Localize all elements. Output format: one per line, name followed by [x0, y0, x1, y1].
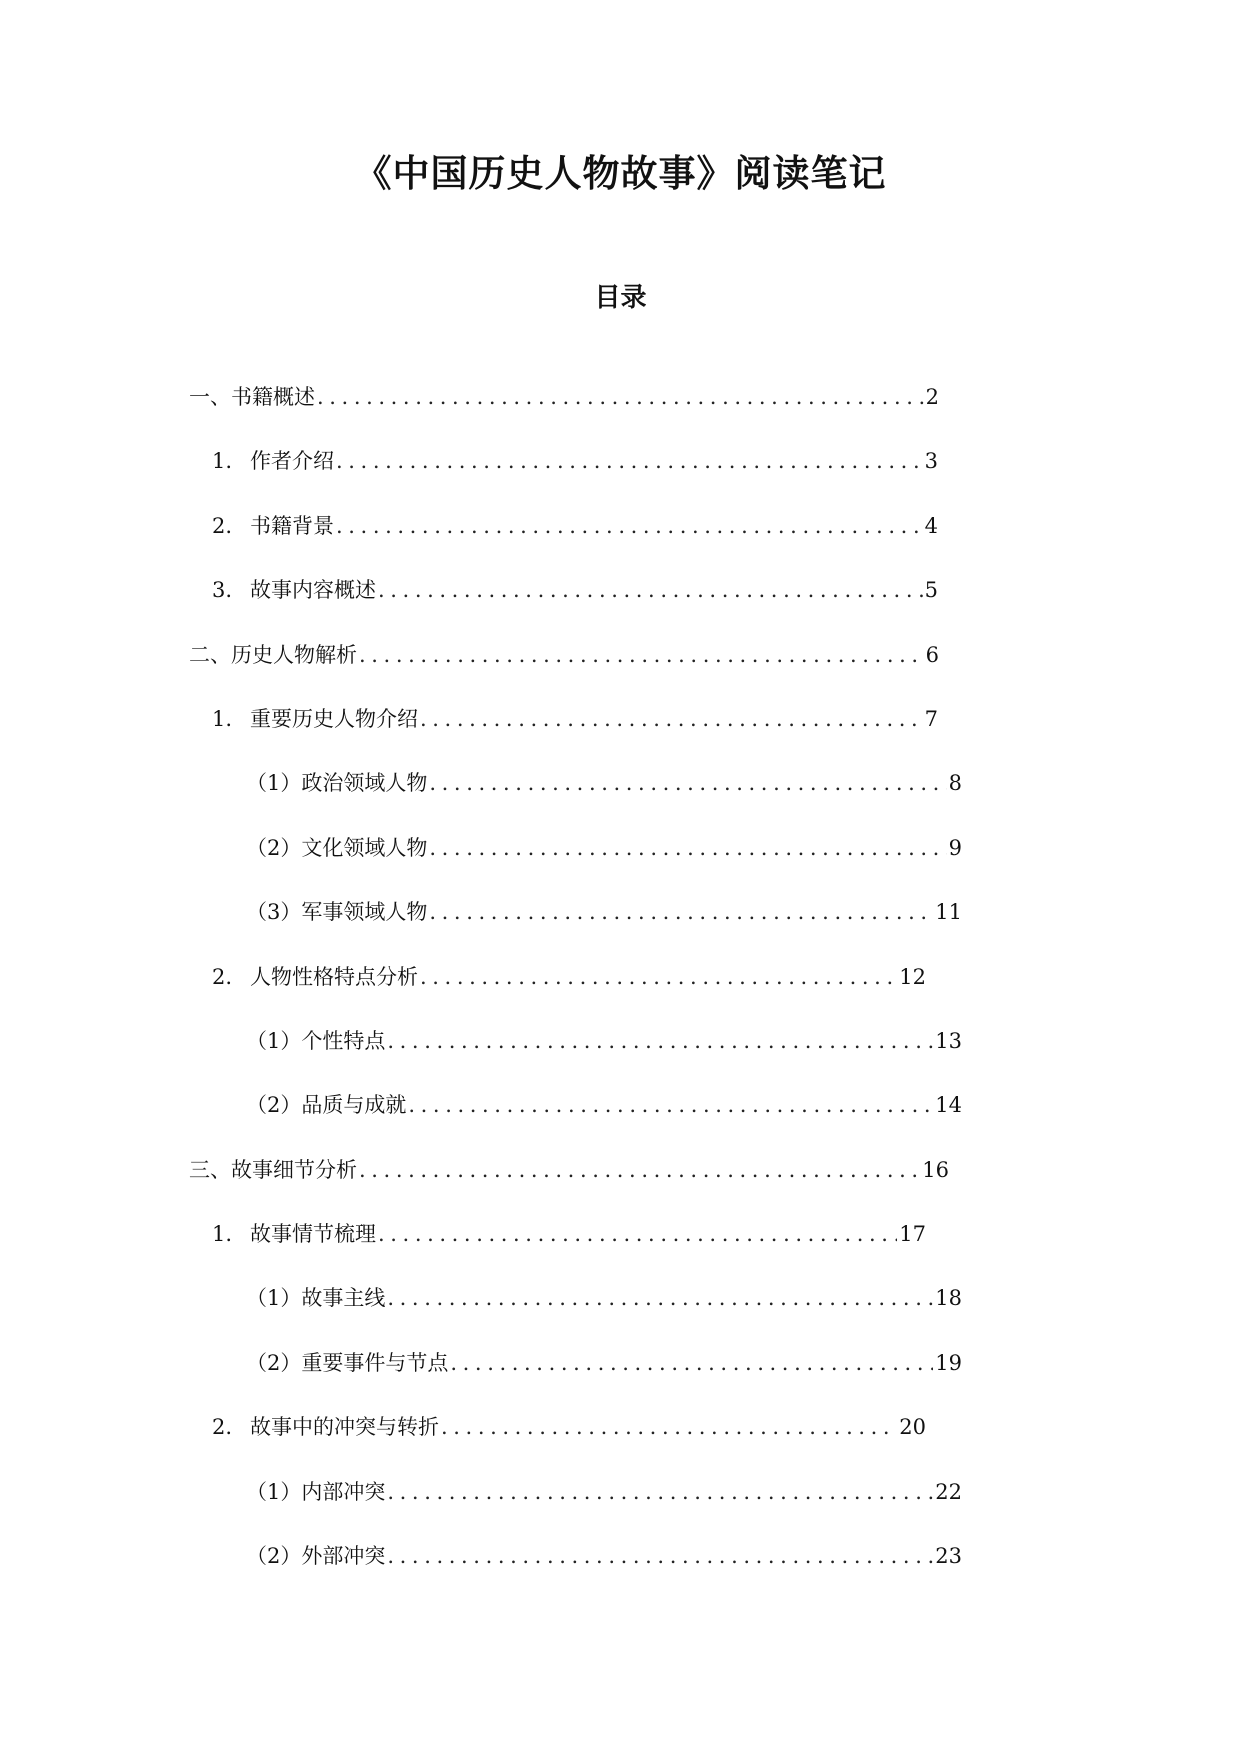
toc-entry-label: （1）内部冲突: [246, 1479, 386, 1504]
toc-page-number: 12: [899, 964, 926, 989]
toc-entry[interactable]: [0, 1024, 962, 1088]
toc-page-number: 22: [935, 1479, 962, 1504]
toc-page-number: 18: [935, 1286, 962, 1311]
toc-entry[interactable]: [0, 960, 926, 1024]
toc-entry[interactable]: [0, 702, 938, 766]
toc-page-number: 3: [924, 449, 938, 474]
toc-page-number: 7: [924, 706, 938, 731]
toc-page-number: 13: [935, 1028, 962, 1053]
toc-dot-leader: [387, 1281, 933, 1315]
toc-entry[interactable]: [0, 895, 962, 959]
toc-entry-number: 2.: [212, 513, 233, 538]
toc-entry-label: 书籍背景: [250, 513, 334, 538]
toc-dot-leader: [336, 509, 923, 543]
toc-entry-label: （1）政治领域人物: [246, 771, 428, 796]
toc-entry[interactable]: [0, 573, 938, 637]
toc-entry-label: 三、故事细节分析: [189, 1157, 357, 1182]
toc-entry-label: 作者介绍: [250, 449, 334, 474]
toc-dot-leader: [359, 1153, 920, 1187]
toc-dot-leader: [336, 444, 923, 478]
toc-entry[interactable]: [0, 766, 962, 830]
toc-entry-label: 二、历史人物解析: [189, 642, 357, 667]
toc-page-number: 6: [925, 642, 939, 667]
toc-entry-label: 故事情节梳理: [250, 1222, 376, 1247]
toc-dot-leader: [387, 1539, 933, 1573]
toc-page-number: 4: [924, 513, 938, 538]
toc-dot-leader: [359, 638, 924, 672]
toc-entry-label: （2）文化领域人物: [246, 835, 428, 860]
document-title: 《中国历史人物故事》阅读笔记: [354, 151, 887, 195]
toc-page-number: 17: [899, 1222, 926, 1247]
toc-dot-leader: [408, 1088, 933, 1122]
toc-entry-number: 2.: [212, 1415, 233, 1440]
toc-entry[interactable]: [0, 1217, 926, 1281]
toc-entry[interactable]: [0, 1539, 962, 1603]
toc-page-number: 20: [899, 1415, 926, 1440]
toc-entry[interactable]: [0, 1088, 962, 1152]
toc-entry-number: 3.: [212, 578, 233, 603]
toc-dot-leader: [317, 380, 924, 414]
toc-entry-number: 1.: [212, 449, 233, 474]
toc-entry-label: （2）品质与成就: [246, 1093, 407, 1118]
toc-page-number: 16: [922, 1157, 949, 1182]
toc-entry-label: （2）重要事件与节点: [246, 1350, 449, 1375]
toc-entry[interactable]: [0, 1346, 962, 1410]
toc-entry[interactable]: [0, 831, 962, 895]
toc-entry[interactable]: [0, 638, 939, 702]
toc-entry[interactable]: [0, 1281, 962, 1345]
toc-entry[interactable]: [0, 1153, 949, 1217]
toc-entry[interactable]: [0, 380, 939, 444]
toc-entry-label: 故事内容概述: [250, 578, 376, 603]
toc-dot-leader: [378, 573, 923, 607]
toc-page-number: 11: [935, 900, 962, 925]
toc-entry-label: 一、书籍概述: [189, 385, 315, 409]
toc-dot-leader: [387, 1024, 933, 1058]
toc-heading: 目录: [594, 283, 647, 313]
toc-entry-label: 重要历史人物介绍: [250, 706, 418, 731]
toc-entry-label: （2）外部冲突: [246, 1544, 386, 1569]
toc-dot-leader: [450, 1346, 933, 1380]
toc-page-number: 14: [935, 1093, 962, 1118]
toc-dot-leader: [441, 1410, 897, 1444]
toc-entry[interactable]: [0, 444, 938, 508]
toc-entry-number: 1.: [212, 706, 233, 731]
toc-page-number: 8: [948, 771, 962, 796]
toc-entry-label: （1）故事主线: [246, 1286, 386, 1311]
toc-entry-label: 故事中的冲突与转折: [250, 1415, 439, 1440]
toc-dot-leader: [378, 1217, 897, 1251]
toc-entry[interactable]: [0, 509, 938, 573]
toc-dot-leader: [429, 831, 946, 865]
table-of-contents: [0, 380, 1241, 1603]
toc-entry-label: 人物性格特点分析: [250, 964, 418, 989]
toc-dot-leader: [420, 702, 923, 736]
toc-page-number: 23: [935, 1544, 962, 1569]
toc-page-number: 5: [924, 578, 938, 603]
toc-entry-label: （3）军事领域人物: [246, 900, 428, 925]
toc-page-number: 9: [948, 835, 962, 860]
toc-entry-number: 1.: [212, 1222, 233, 1247]
toc-dot-leader: [429, 895, 933, 929]
toc-entry[interactable]: [0, 1475, 962, 1539]
toc-page-number: 19: [935, 1350, 962, 1375]
toc-dot-leader: [387, 1475, 933, 1509]
toc-entry-number: 2.: [212, 964, 233, 989]
toc-dot-leader: [429, 766, 946, 800]
toc-entry[interactable]: [0, 1410, 926, 1474]
toc-page-number: 2: [925, 385, 939, 409]
toc-entry-label: （1）个性特点: [246, 1028, 386, 1053]
toc-dot-leader: [420, 960, 897, 994]
